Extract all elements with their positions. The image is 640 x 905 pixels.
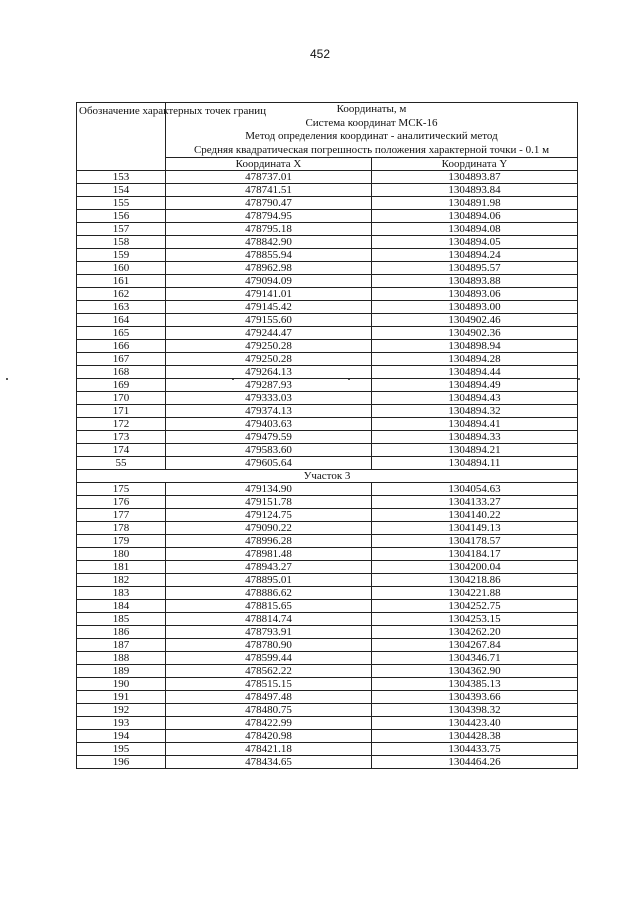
y-cell: 1304385.13 [372,678,578,691]
point-cell: 169 [77,379,166,392]
y-cell: 1304464.26 [372,756,578,769]
accuracy-note: Средняя квадратическая погрешность положения характерной точки - 0.1 м [193,143,550,156]
point-cell: 190 [77,678,166,691]
method-note: Метод определения координат - аналитический метод [245,130,498,142]
point-cell: 194 [77,730,166,743]
point-cell: 173 [77,431,166,444]
y-cell: 1304898.94 [372,340,578,353]
point-cell: 154 [77,184,166,197]
table-row [77,366,578,379]
table-row [77,184,578,197]
x-cell: 479479.59 [166,431,372,444]
x-cell: 479250.28 [166,353,372,366]
scan-mark [348,378,350,380]
x-column-header: Координата X [166,158,372,171]
table-row [77,340,578,353]
y-column-header: Координата Y [372,158,578,171]
table-row [77,743,578,756]
table-row [77,535,578,548]
x-cell: 478886.62 [166,587,372,600]
y-cell: 1304267.84 [372,639,578,652]
x-cell: 479094.09 [166,275,372,288]
y-cell: 1304178.57 [372,535,578,548]
y-cell: 1304262.20 [372,626,578,639]
point-cell: 158 [77,236,166,249]
x-cell: 478515.15 [166,678,372,691]
y-cell: 1304221.88 [372,587,578,600]
y-cell: 1304393.66 [372,691,578,704]
table-row [77,457,578,470]
y-cell: 1304054.63 [372,483,578,496]
point-cell: 159 [77,249,166,262]
x-cell: 478855.94 [166,249,372,262]
y-cell: 1304218.86 [372,574,578,587]
table-row [77,353,578,366]
y-cell: 1304894.33 [372,431,578,444]
y-cell: 1304894.44 [372,366,578,379]
point-cell: 165 [77,327,166,340]
table-row [77,301,578,314]
y-cell: 1304253.15 [372,613,578,626]
table-row [77,288,578,301]
y-cell: 1304894.43 [372,392,578,405]
table-row [77,418,578,431]
table-row [77,496,578,509]
x-cell: 478962.98 [166,262,372,275]
y-cell: 1304428.38 [372,730,578,743]
x-cell: 478480.75 [166,704,372,717]
y-cell: 1304894.11 [372,457,578,470]
table-row [77,613,578,626]
point-cell: 167 [77,353,166,366]
coordinates-title: Координаты, м [336,103,407,115]
x-cell: 479124.75 [166,509,372,522]
table-row [77,691,578,704]
x-cell: 479244.47 [166,327,372,340]
y-cell: 1304433.75 [372,743,578,756]
scan-mark [6,378,8,380]
point-cell: 183 [77,587,166,600]
table-row [77,405,578,418]
y-cell: 1304902.46 [372,314,578,327]
y-cell: 1304149.13 [372,522,578,535]
y-cell: 1304184.17 [372,548,578,561]
point-cell: 161 [77,275,166,288]
y-cell: 1304894.28 [372,353,578,366]
y-cell: 1304894.41 [372,418,578,431]
table-header-row [77,103,578,158]
point-cell: 171 [77,405,166,418]
x-cell: 479374.13 [166,405,372,418]
x-cell: 478422.99 [166,717,372,730]
table-row [77,574,578,587]
point-cell: 195 [77,743,166,756]
x-cell: 478741.51 [166,184,372,197]
x-cell: 478599.44 [166,652,372,665]
point-cell: 192 [77,704,166,717]
table-row [77,210,578,223]
table-row [77,652,578,665]
x-cell: 478943.27 [166,561,372,574]
table-row [77,730,578,743]
table-row [77,678,578,691]
table-row [77,639,578,652]
y-cell: 1304893.84 [372,184,578,197]
x-cell: 479155.60 [166,314,372,327]
point-cell: 180 [77,548,166,561]
point-cell: 181 [77,561,166,574]
table-row [77,717,578,730]
x-cell: 478996.28 [166,535,372,548]
table-row [77,548,578,561]
y-cell: 1304346.71 [372,652,578,665]
table-row [77,171,578,184]
table-row [77,600,578,613]
point-cell: 184 [77,600,166,613]
page-number: 452 [309,47,331,61]
table-row [77,327,578,340]
x-cell: 478421.18 [166,743,372,756]
y-cell: 1304362.90 [372,665,578,678]
scan-mark [578,378,580,380]
point-cell: 160 [77,262,166,275]
table-row [77,379,578,392]
y-cell: 1304894.21 [372,444,578,457]
point-cell: 182 [77,574,166,587]
point-cell: 177 [77,509,166,522]
point-cell: 196 [77,756,166,769]
x-cell: 479090.22 [166,522,372,535]
point-cell: 185 [77,613,166,626]
x-cell: 479151.78 [166,496,372,509]
x-cell: 478562.22 [166,665,372,678]
x-cell: 479141.01 [166,288,372,301]
section-row [77,470,578,483]
point-cell: 187 [77,639,166,652]
x-cell: 479333.03 [166,392,372,405]
point-cell: 156 [77,210,166,223]
point-cell: 186 [77,626,166,639]
x-cell: 478497.48 [166,691,372,704]
table-row [77,431,578,444]
x-cell: 478737.01 [166,171,372,184]
x-cell: 479250.28 [166,340,372,353]
y-cell: 1304894.08 [372,223,578,236]
table-row [77,392,578,405]
table-row [77,665,578,678]
point-cell: 157 [77,223,166,236]
point-cell: 162 [77,288,166,301]
x-cell: 478842.90 [166,236,372,249]
point-cell: 166 [77,340,166,353]
x-cell: 478795.18 [166,223,372,236]
x-cell: 479403.63 [166,418,372,431]
x-cell: 479605.64 [166,457,372,470]
x-cell: 479583.60 [166,444,372,457]
x-cell: 479287.93 [166,379,372,392]
x-cell: 479145.42 [166,301,372,314]
y-cell: 1304423.40 [372,717,578,730]
y-cell: 1304893.00 [372,301,578,314]
section-label: Участок 3 [77,470,578,483]
point-cell: 191 [77,691,166,704]
table-row [77,223,578,236]
x-cell: 478793.91 [166,626,372,639]
table-row [77,522,578,535]
y-cell: 1304902.36 [372,327,578,340]
y-cell: 1304894.06 [372,210,578,223]
y-cell: 1304252.75 [372,600,578,613]
table-row [77,249,578,262]
point-cell: 153 [77,171,166,184]
table-row [77,262,578,275]
coordinates-table [76,102,578,769]
y-cell: 1304895.57 [372,262,578,275]
table-row [77,314,578,327]
table-row [77,626,578,639]
table-row [77,561,578,574]
x-cell: 478434.65 [166,756,372,769]
x-cell: 478981.48 [166,548,372,561]
y-cell: 1304398.32 [372,704,578,717]
point-cell: 179 [77,535,166,548]
point-cell: 155 [77,197,166,210]
y-cell: 1304894.05 [372,236,578,249]
scan-mark [232,378,234,380]
point-cell: 168 [77,366,166,379]
table-row [77,483,578,496]
x-cell: 479134.90 [166,483,372,496]
point-cell: 55 [77,457,166,470]
x-cell: 478814.74 [166,613,372,626]
point-column-header: Обозначение характерных точек границ [77,103,166,171]
point-cell: 176 [77,496,166,509]
point-cell: 189 [77,665,166,678]
table-row [77,756,578,769]
x-cell: 479264.13 [166,366,372,379]
point-cell: 178 [77,522,166,535]
y-cell: 1304893.06 [372,288,578,301]
x-cell: 478895.01 [166,574,372,587]
x-cell: 478815.65 [166,600,372,613]
x-cell: 478790.47 [166,197,372,210]
point-cell: 164 [77,314,166,327]
table-row [77,275,578,288]
point-cell: 175 [77,483,166,496]
coordinate-system: Система координат МСК-16 [305,116,438,129]
table-row [77,444,578,457]
point-cell: 172 [77,418,166,431]
point-cell: 193 [77,717,166,730]
y-cell: 1304894.32 [372,405,578,418]
y-cell: 1304893.87 [372,171,578,184]
y-cell: 1304200.04 [372,561,578,574]
table-row [77,509,578,522]
y-cell: 1304891.98 [372,197,578,210]
y-cell: 1304140.22 [372,509,578,522]
y-cell: 1304133.27 [372,496,578,509]
table-row [77,704,578,717]
table-row [77,587,578,600]
table-row [77,236,578,249]
table-row [77,197,578,210]
y-cell: 1304894.24 [372,249,578,262]
x-cell: 478794.95 [166,210,372,223]
point-cell: 170 [77,392,166,405]
y-cell: 1304893.88 [372,275,578,288]
y-cell: 1304894.49 [372,379,578,392]
x-cell: 478780.90 [166,639,372,652]
point-cell: 174 [77,444,166,457]
x-cell: 478420.98 [166,730,372,743]
point-cell: 163 [77,301,166,314]
point-cell: 188 [77,652,166,665]
